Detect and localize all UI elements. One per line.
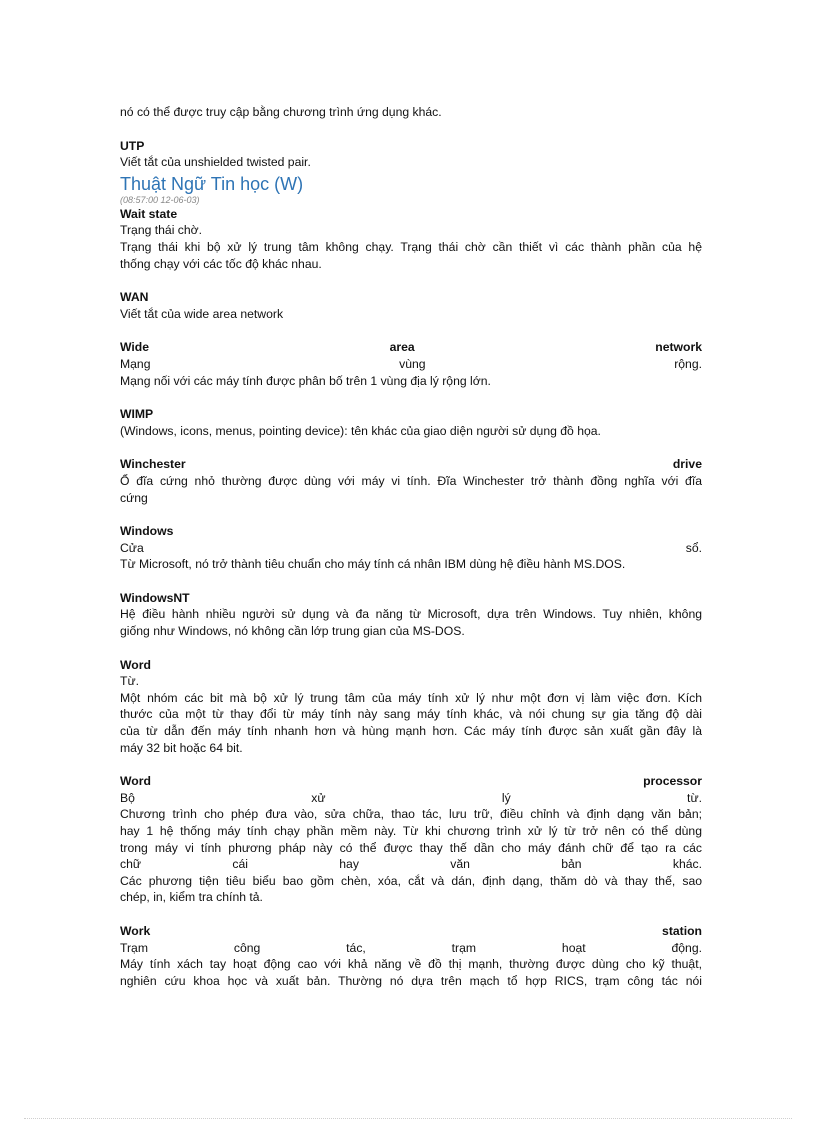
definition-line: Mạng vùng rộng.: [120, 356, 702, 371]
section-title: Thuật Ngữ Tin học (W): [120, 173, 304, 194]
definition-utp: Viết tắt của unshielded twisted pair.: [120, 155, 311, 170]
definition-line: máy 32 bit hoặc 64 bit.: [120, 740, 243, 755]
definition-line: Trạm công tác, trạm hoạt động.: [120, 940, 702, 955]
definition-line: Từ.: [120, 674, 139, 689]
definition-line: Máy tính xách tay hoạt động cao với khả năng về đồ thị mạnh, thường được dùng cho kỹ thuật,: [120, 957, 702, 972]
term-word: Word: [120, 657, 151, 672]
definition-line: của từ dẫn đến máy tính nhanh hơn và hùng mạnh hơn. Các máy tính được sản xuất gần đây là: [120, 724, 702, 739]
definition-line: cứng: [120, 490, 148, 505]
definition-line: Hệ điều hành nhiều người sử dụng và đa năng từ Microsoft, dựa trên Windows. Tuy nhiên, không: [120, 607, 702, 622]
definition-line: trong máy vi tính phương pháp này có thể được thay thế dần cho máy đánh chữ để tạo ra các: [120, 840, 702, 855]
term-winchester-drive: Winchester drive: [120, 457, 702, 472]
document-page: [120, 104, 702, 989]
definition-line: Mạng nối với các máy tính được phân bố trên 1 vùng địa lý rộng lớn.: [120, 373, 491, 388]
definition-line: thống chạy với các tốc độ khác nhau.: [120, 256, 322, 271]
page-bottom-rule: [24, 1118, 792, 1119]
term-work-station: Work station: [120, 923, 702, 938]
definition-line: Một nhóm các bit mà bộ xử lý trung tâm của máy tính xử lý như một đơn vị làm việc đơn. Kích: [120, 690, 702, 705]
definition-line: (Windows, icons, menus, pointing device): tên khác của giao diện người sử dụng đồ họa.: [120, 423, 601, 438]
definition-line: chữ cái hay văn bản khác.: [120, 857, 702, 872]
definition-line: Ổ đĩa cứng nhỏ thường được dùng với máy vi tính. Đĩa Winchester trở thành đồng nghĩa với đĩa: [120, 473, 702, 488]
definition-line: chép, in, kiểm tra chính tả.: [120, 890, 263, 905]
definition-line: Cửa sổ.: [120, 540, 702, 555]
definition-line: thước của một từ thay đổi từ máy tính này sang máy tính khác, và nói chung sự gia tăng độ dài: [120, 707, 702, 722]
intro-text: nó có thể được truy cập bằng chương trình ứng dụng khác.: [120, 105, 442, 119]
term-wimp: WIMP: [120, 407, 154, 422]
term-windowsnt: WindowsNT: [120, 590, 190, 605]
term-windows: Windows: [120, 524, 174, 539]
definition-line: Chương trình cho phép đưa vào, sửa chữa, thao tác, lưu trữ, điều chỉnh và định dạng văn bản;: [120, 807, 702, 822]
definition-line: Từ Microsoft, nó trở thành tiêu chuẩn cho máy tính cá nhân IBM dùng hệ điều hành MS.DOS.: [120, 557, 626, 572]
term-wan: WAN: [120, 290, 149, 305]
definition-line: hay 1 hệ thống máy tính chạy phần mềm này. Từ khi chương trình xử lý từ trở nên có thể dùng: [120, 824, 702, 838]
definition-line: Viết tắt của wide area network: [120, 306, 284, 321]
section-timestamp: (08:57:00 12-06-03): [120, 194, 200, 205]
term-utp: UTP: [120, 138, 145, 153]
term-word-processor: Word processor: [120, 774, 702, 789]
term-wide-area-network: Wide area network: [120, 340, 702, 355]
definition-line: giống như Windows, nó không cần lớp trung gian của MS-DOS.: [120, 624, 465, 639]
term-wait-state: Wait state: [120, 206, 178, 221]
definition-line: nghiên cứu khoa học và xuất bản. Thường nó dựa trên mạch tổ hợp RICS, trạm công tác nói: [120, 973, 702, 988]
definition-line: Trạng thái chờ.: [120, 223, 203, 238]
definition-line: Các phương tiện tiêu biểu bao gồm chèn, xóa, cắt và dán, định dạng, thăm dò và thay thế, sao: [120, 873, 702, 888]
definition-line: Bộ xử lý từ.: [120, 790, 702, 805]
definition-line: Trạng thái khi bộ xử lý trung tâm không chạy. Trạng thái chờ cần thiết vì các thành phần của hệ: [120, 239, 702, 254]
